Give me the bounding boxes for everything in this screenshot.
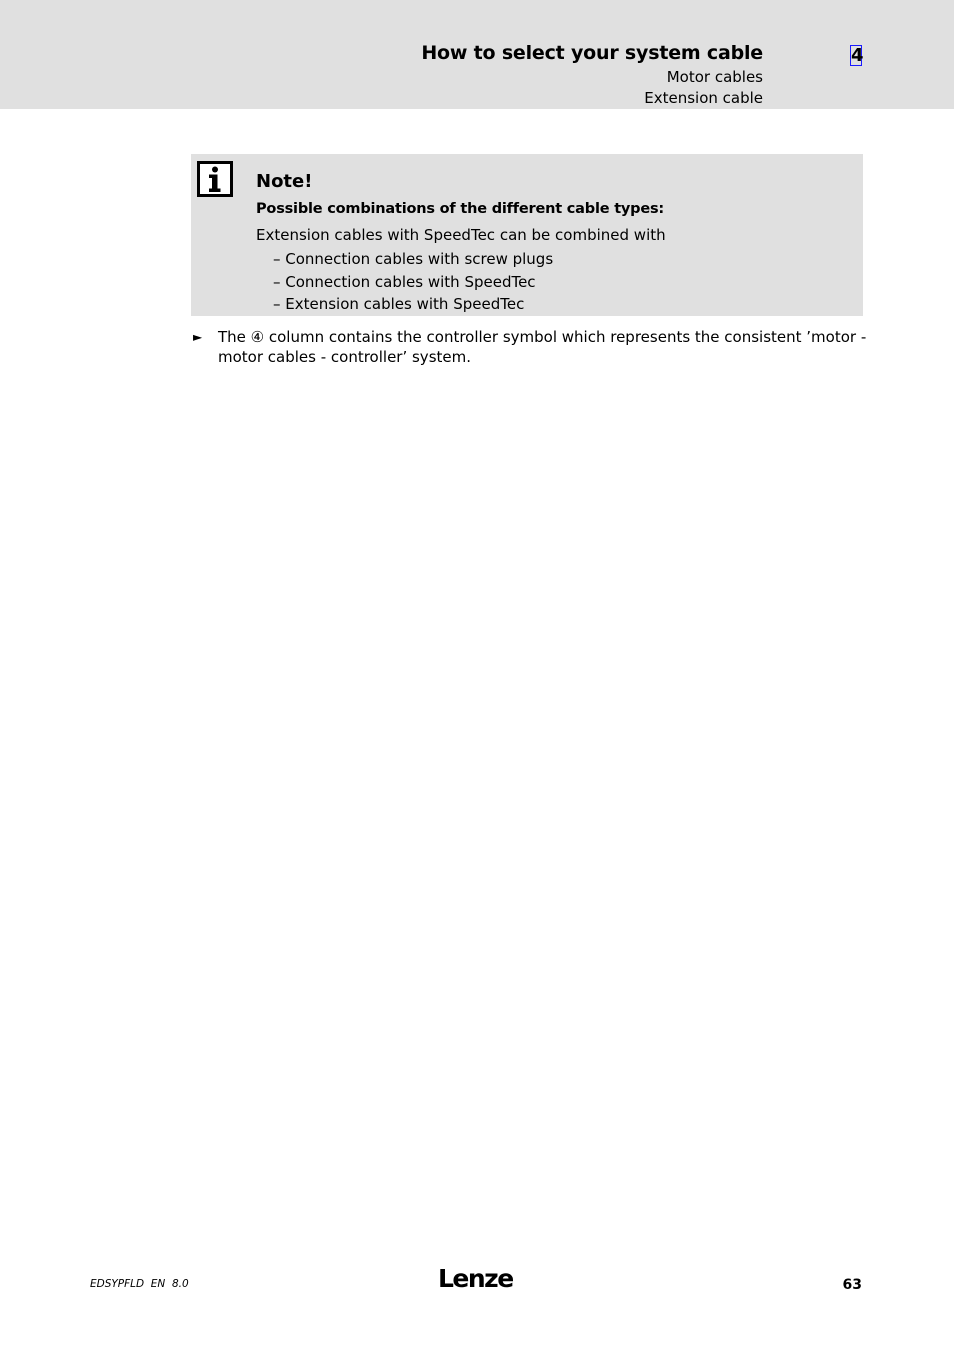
page-number: 63 [842, 1277, 862, 1293]
chapter-number-link[interactable]: 4 [851, 45, 864, 66]
note-subtitle: Possible combinations of the different cable types: [256, 201, 665, 217]
note-intro: Extension cables with SpeedTec can be combined with [256, 226, 666, 244]
list-item: – Extension cables with SpeedTec [273, 295, 525, 313]
list-item: – Connection cables with SpeedTec [273, 272, 536, 291]
header-band [0, 0, 954, 109]
note-box [191, 154, 863, 316]
document-code: EDSYPFLD EN 8.0 [90, 1278, 189, 1290]
list-item: – Connection cables with screw plugs [273, 250, 554, 268]
lenze-logo: Lenze [438, 1264, 513, 1293]
note-list [273, 248, 553, 316]
arrow-bullet-icon: ► [193, 330, 203, 344]
page-title: How to select your system cable [421, 42, 763, 64]
note-title: Note! [256, 171, 313, 192]
section-subtitle-extension-cable: Extension cable [644, 89, 763, 107]
section-subtitle-motor-cables: Motor cables [666, 68, 763, 86]
bullet-text: The ④ column contains the controller symbol which represents the consistent ’motor - motor cables - controller’ system. [218, 328, 867, 366]
info-icon [197, 161, 233, 197]
